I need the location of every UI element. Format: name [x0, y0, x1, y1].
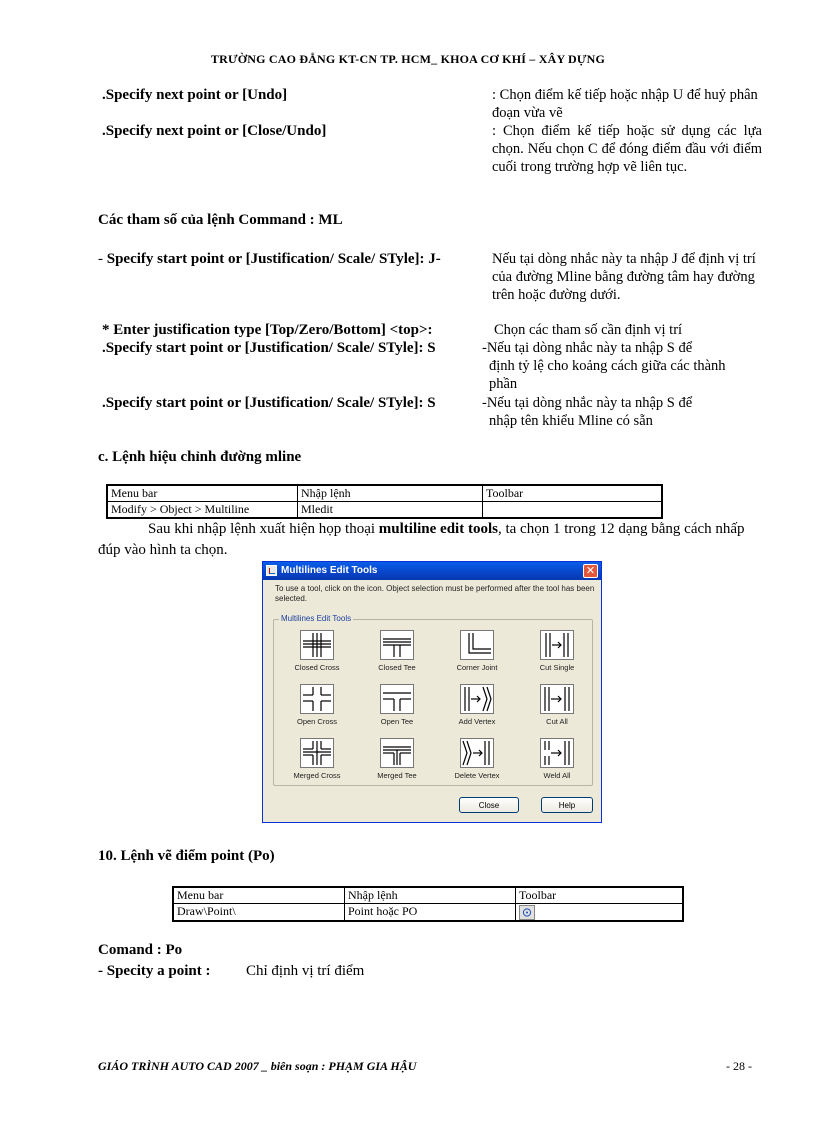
tool-cut-single[interactable] [519, 630, 595, 672]
tool-merged-tee[interactable] [359, 738, 435, 780]
table-header-row [107, 485, 662, 502]
closed-cross-icon [300, 630, 334, 660]
ml-param-style: .Specify start point or [Justification/ Scale/ STyle]: S [102, 395, 436, 411]
mledit-command-table [106, 484, 663, 519]
prompt-desc-close-undo: : Chọn điểm kế tiếp hoặc sử dụng các lựa chọn. Nếu chọn C để đóng điểm đầu với điểm cuối trong trường hợp vẽ liên tục. [492, 123, 762, 175]
tool-label: Cut Single [539, 663, 575, 672]
ml-param-justification-desc: Nếu tại dòng nhắc này ta nhập J để định vị trí của đường Mline bằng đường tâm hay đường trên hoặc đường dưới. [492, 251, 756, 303]
cut-all-icon [540, 684, 574, 714]
section-c-heading: c. Lệnh hiệu chỉnh đường mline [98, 449, 302, 465]
mledit-paragraph [98, 519, 758, 561]
closed-tee-icon [380, 630, 414, 660]
page-header: TRƯỜNG CAO ĐẲNG KT-CN TP. HCM_ KHOA CƠ KHÍ – XÂY DỰNG [210, 52, 606, 66]
page-number: - 28 - [726, 1059, 752, 1073]
tool-corner-joint[interactable] [439, 630, 515, 672]
tool-label: Closed Tee [378, 663, 416, 672]
tool-label: Corner Joint [456, 663, 498, 672]
ml-params-heading: Các tham số của lệnh Command : ML [98, 212, 343, 228]
section-10-heading: 10. Lệnh vẽ điểm point (Po) [98, 848, 275, 864]
table-header-cell: Menu bar [107, 485, 298, 502]
dialog-titlebar[interactable] [263, 562, 601, 580]
table-cell: Modify > Object > Multiline [107, 502, 298, 519]
tool-label: Weld All [543, 771, 571, 780]
prompt-desc-undo: : Chọn điểm kế tiếp hoặc nhập U để huỷ phân đoạn vừa vẽ [492, 87, 758, 121]
tools-group-label: Multilines Edit Tools [281, 614, 352, 623]
tool-open-tee[interactable] [359, 684, 435, 726]
tool-delete-vertex[interactable] [439, 738, 515, 780]
ml-param-scale-desc: định tỷ lệ cho koảng cách giữa các thành phần [489, 358, 726, 392]
ml-param-justification [98, 250, 441, 268]
table-header-cell: Toolbar [516, 887, 684, 904]
table-header-cell: Menu bar [173, 887, 345, 904]
table-row [107, 502, 662, 519]
cut-single-icon [540, 630, 574, 660]
para-text-after: , ta chọn 1 trong 12 dạng bằng cách nhấp đúp vào hình ta chọn. [98, 521, 745, 558]
delete-vertex-icon [460, 738, 494, 768]
ml-param-scale: .Specify start point or [Justification/ Scale/ STyle]: S [102, 340, 436, 356]
table-header-cell: Nhập lệnh [345, 887, 516, 904]
tool-label: Merged Tee [377, 771, 417, 780]
tool-label: Open Tee [380, 717, 414, 726]
po-command: Comand : Po [98, 942, 183, 958]
ml-param-justification-type-desc: Chọn các tham số cần định vị trí [494, 322, 683, 338]
para-bold: multiline edit tools [378, 521, 498, 537]
table-header-cell: Toolbar [483, 485, 663, 502]
tool-closed-tee[interactable] [359, 630, 435, 672]
po-prompt-cmd: - Specity a point : [98, 963, 211, 979]
add-vertex-icon [460, 684, 494, 714]
table-cell: Point hoặc PO [345, 904, 516, 921]
table-header-cell: Nhập lệnh [298, 485, 483, 502]
weld-all-icon [540, 738, 574, 768]
prompt-cmd-close-undo: .Specify next point or [Close/Undo] [102, 123, 327, 139]
tool-label: Delete Vertex [454, 771, 500, 780]
prompt-cmd-undo: .Specify next point or [Undo] [102, 87, 288, 103]
tool-label: Add Vertex [458, 717, 496, 726]
table-cell [483, 502, 663, 519]
po-prompt-desc: Chỉ định vị trí điểm [246, 963, 365, 979]
open-cross-icon [300, 684, 334, 714]
tool-label: Open Cross [296, 717, 338, 726]
corner-joint-icon [460, 630, 494, 660]
dialog-title: Multilines Edit Tools [281, 565, 378, 576]
para-text: Sau khi nhập lệnh xuất hiện họp thoại [148, 521, 379, 537]
table-header-row [173, 887, 683, 904]
tool-cut-all[interactable] [519, 684, 595, 726]
tool-add-vertex[interactable] [439, 684, 515, 726]
dialog-instruction: To use a tool, click on the icon. Object selection must be performed after the tool has been selected. [275, 584, 595, 603]
tool-label: Closed Cross [294, 663, 340, 672]
table-cell: Draw\Point\ [173, 904, 345, 921]
footer-title: GIÁO TRÌNH AUTO CAD 2007 _ biên soạn : PHẠM GIA HẬU [98, 1059, 417, 1073]
ml-param-justification-cmd: Specify start point or [Justification/ Scale/ STyle]: J- [106, 251, 441, 267]
ml-param-style-desc: nhập tên khiểu Mline có sẵn [489, 413, 653, 429]
ml-param-justification-type: * Enter justification type [Top/Zero/Bottom] <top>: [102, 322, 433, 338]
app-icon [266, 565, 277, 576]
multilines-edit-tools-dialog [262, 561, 602, 823]
tool-label: Merged Cross [293, 771, 341, 780]
ml-param-style-desc-lead: -Nếu tại dòng nhắc này ta nhập S để [482, 395, 693, 411]
open-tee-icon [380, 684, 414, 714]
point-command-table [172, 886, 684, 922]
tool-closed-cross[interactable] [279, 630, 355, 672]
table-row [173, 904, 683, 921]
close-icon[interactable]: ✕ [583, 564, 598, 578]
merged-tee-icon [380, 738, 414, 768]
table-cell-toolbar [516, 904, 684, 921]
tool-open-cross[interactable] [279, 684, 355, 726]
tool-weld-all[interactable] [519, 738, 595, 780]
help-button[interactable]: Help [541, 797, 593, 813]
ml-param-scale-desc-lead: -Nếu tại dòng nhắc này ta nhập S để [482, 340, 693, 356]
table-cell: Mledit [298, 502, 483, 519]
close-button[interactable]: Close [459, 797, 519, 813]
tool-label: Cut All [546, 717, 568, 726]
ml-param-dash: - [98, 251, 107, 267]
point-icon[interactable] [519, 905, 535, 920]
merged-cross-icon [300, 738, 334, 768]
tools-group [273, 614, 593, 786]
tool-merged-cross[interactable] [279, 738, 355, 780]
